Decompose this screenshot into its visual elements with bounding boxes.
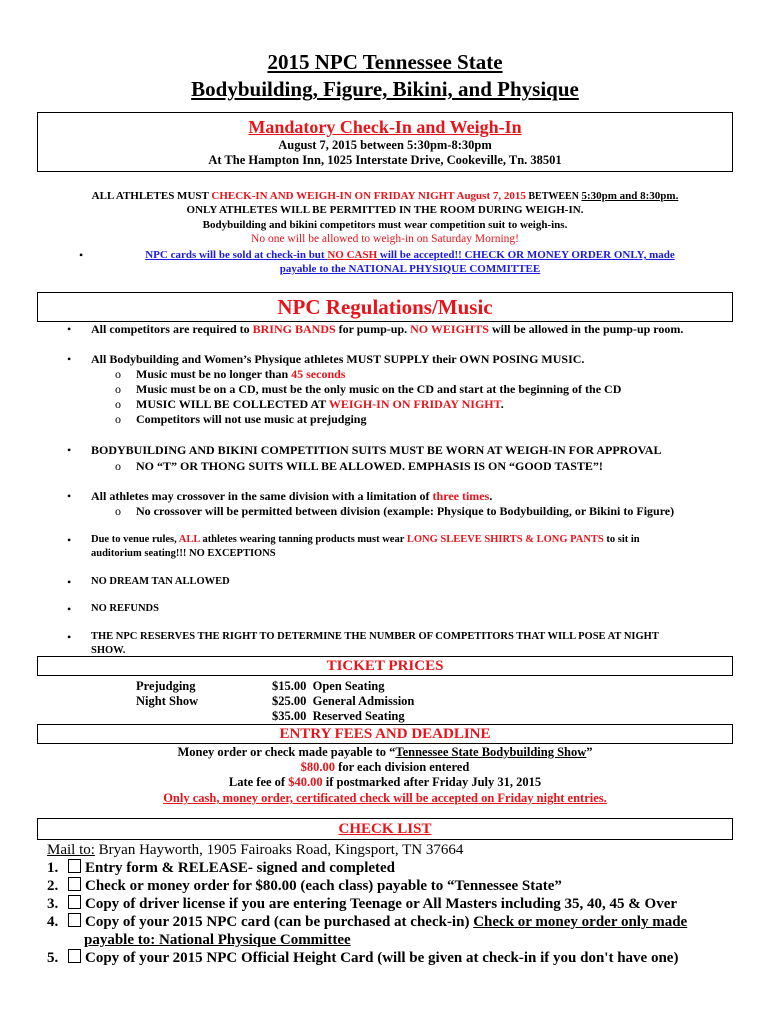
checklist-item-2: Check or money order for $80.00 (each class) payable to “Tennessee State” — [68, 877, 562, 895]
regulations-heading: NPC Regulations/Music — [277, 295, 493, 319]
bullet-icon: • — [67, 489, 72, 503]
checkbox-icon — [68, 877, 81, 891]
circle-bullet-icon: o — [115, 367, 121, 381]
reg-suits: BODYBUILDING AND BIKINI COMPETITION SUITS MUST BE WORN AT WEIGH-IN FOR APPROVAL — [91, 443, 662, 457]
athletes-line1: ALL ATHLETES MUST CHECK-IN AND WEIGH-IN ON FRIDAY NIGHT August 7, 2015 BETWEEN 5:30pm and 8:30pm. — [91, 190, 679, 202]
checkbox-icon — [68, 859, 81, 873]
bullet-icon: • — [67, 602, 72, 616]
bullet-icon: • — [67, 630, 72, 644]
ticket-price: $35.00 Reserved Seating — [272, 709, 405, 723]
checkbox-icon — [68, 895, 81, 909]
circle-bullet-icon: o — [115, 412, 121, 426]
reg-bands: All competitors are required to BRING BANDS for pump-up. NO WEIGHTS will be allowed in the pump-up room. — [91, 322, 684, 336]
checkbox-icon — [68, 949, 81, 963]
reg-refunds: NO REFUNDS — [91, 603, 159, 614]
checklist-heading: CHECK LIST — [338, 821, 432, 837]
reg-crossover-limit: No crossover will be permitted between division (example: Physique to Bodybuilding, or Bikini to Figure) — [136, 504, 675, 518]
checklist-item-5: Copy of your 2015 NPC Official Height Card (will be given at check-in if you don't have one) — [68, 949, 678, 967]
reg-music: All Bodybuilding and Women’s Physique athletes MUST SUPPLY their OWN POSING MUSIC. — [91, 352, 585, 366]
bullet-icon: • — [67, 443, 72, 457]
checklist-number: 1. — [47, 860, 59, 876]
entry-fees-box — [37, 724, 733, 744]
ticket-price: $25.00 General Admission — [272, 694, 415, 708]
ticket-label: Prejudging — [136, 679, 196, 693]
entry-fee: $80.00 for each division entered — [300, 760, 470, 774]
checklist-number: 3. — [47, 896, 59, 912]
reg-tanning: Due to venue rules, ALL athletes wearing tanning products must wear LONG SLEEVE SHIRTS & LONG PANTS to sit in auditorium seating!!! NO EXCEPTIONS — [91, 534, 640, 559]
bullet-icon: • — [67, 352, 72, 366]
ticket-prices-heading: TICKET PRICES — [326, 658, 444, 674]
circle-bullet-icon: o — [115, 382, 121, 396]
reg-music-cd: Music must be on a CD, must be the only music on the CD and start at the beginning of the CD — [136, 382, 622, 396]
checklist-item-4-cont: payable to: National Physique Committee — [84, 932, 351, 948]
mail-to-line: Mail to: Bryan Hayworth, 1905 Fairoaks Road, Kingsport, TN 37664 — [47, 842, 464, 858]
reg-music-prejudging: Competitors will not use music at prejudging — [136, 412, 367, 426]
page-title-line1: 2015 NPC Tennessee State — [267, 50, 503, 74]
checklist-number: 4. — [47, 914, 59, 930]
entry-payable: Money order or check made payable to “Tennessee State Bodybuilding Show” — [177, 745, 593, 759]
checklist-number: 2. — [47, 878, 59, 894]
checkin-heading: Mandatory Check-In and Weigh-In — [248, 117, 522, 137]
ticket-price: $15.00 Open Seating — [272, 679, 385, 693]
checklist-box — [37, 818, 733, 840]
athletes-line4: No one will be allowed to weigh-in on Saturday Morning! — [251, 233, 519, 245]
ticket-row — [136, 679, 196, 694]
entry-late-fee: Late fee of $40.00 if postmarked after Friday July 31, 2015 — [228, 775, 542, 789]
npc-card-notice: NPC cards will be sold at check-in but NO CASH will be accepted!! CHECK OR MONEY ORDER ONLY, made payable to the NATIONAL PHYSIQUE COMMITTEE — [145, 249, 675, 275]
bullet-icon: • — [67, 533, 72, 547]
bullet-icon: • — [67, 575, 72, 589]
reg-dream-tan: NO DREAM TAN ALLOWED — [91, 576, 230, 587]
checkin-location: At The Hampton Inn, 1025 Interstate Drive, Cookeville, Tn. 38501 — [208, 153, 562, 167]
athletes-line3: Bodybuilding and bikini competitors must wear competition suit to weigh-ins. — [202, 219, 568, 231]
bullet-icon: • — [67, 322, 72, 336]
entry-friday-note: Only cash, money order, certificated check will be accepted on Friday night entries. — [163, 791, 607, 805]
circle-bullet-icon: o — [115, 397, 121, 411]
checkin-box — [37, 112, 733, 172]
reg-crossover: All athletes may crossover in the same division with a limitation of three times. — [91, 489, 493, 503]
reg-thong: NO “T” OR THONG SUITS WILL BE ALLOWED. EMPHASIS IS ON “GOOD TASTE”! — [136, 459, 603, 473]
reg-music-length: Music must be no longer than 45 seconds — [136, 367, 346, 381]
checkin-date: August 7, 2015 between 5:30pm-8:30pm — [278, 138, 492, 152]
ticket-label: Night Show — [136, 694, 199, 708]
checklist-item-4: Copy of your 2015 NPC card (can be purchased at check-in) Check or money order only made — [68, 913, 748, 931]
reg-music-collected: MUSIC WILL BE COLLECTED AT WEIGH-IN ON FRIDAY NIGHT. — [136, 397, 504, 411]
circle-bullet-icon: o — [115, 459, 121, 473]
bullet-icon: • — [79, 248, 84, 262]
entry-fees-heading: ENTRY FEES AND DEADLINE — [279, 726, 491, 742]
regulations-box — [37, 292, 733, 322]
checkbox-icon — [68, 913, 81, 927]
athletes-line2: ONLY ATHLETES WILL BE PERMITTED IN THE ROOM DURING WEIGH-IN. — [186, 204, 584, 216]
ticket-prices-box — [37, 656, 733, 676]
checklist-number: 5. — [47, 950, 59, 966]
circle-bullet-icon: o — [115, 504, 121, 518]
ticket-row — [136, 694, 198, 709]
page-title-line2: Bodybuilding, Figure, Bikini, and Physique — [191, 77, 579, 101]
checklist-item-3: Copy of driver license if you are entering Teenage or All Masters including 35, 40, 45 & Over — [68, 895, 677, 913]
checklist-item-1: Entry form & RELEASE- signed and completed — [68, 859, 395, 877]
reg-reserves-right: THE NPC RESERVES THE RIGHT TO DETERMINE THE NUMBER OF COMPETITORS THAT WILL POSE AT NIGHT SHOW. — [91, 631, 659, 656]
